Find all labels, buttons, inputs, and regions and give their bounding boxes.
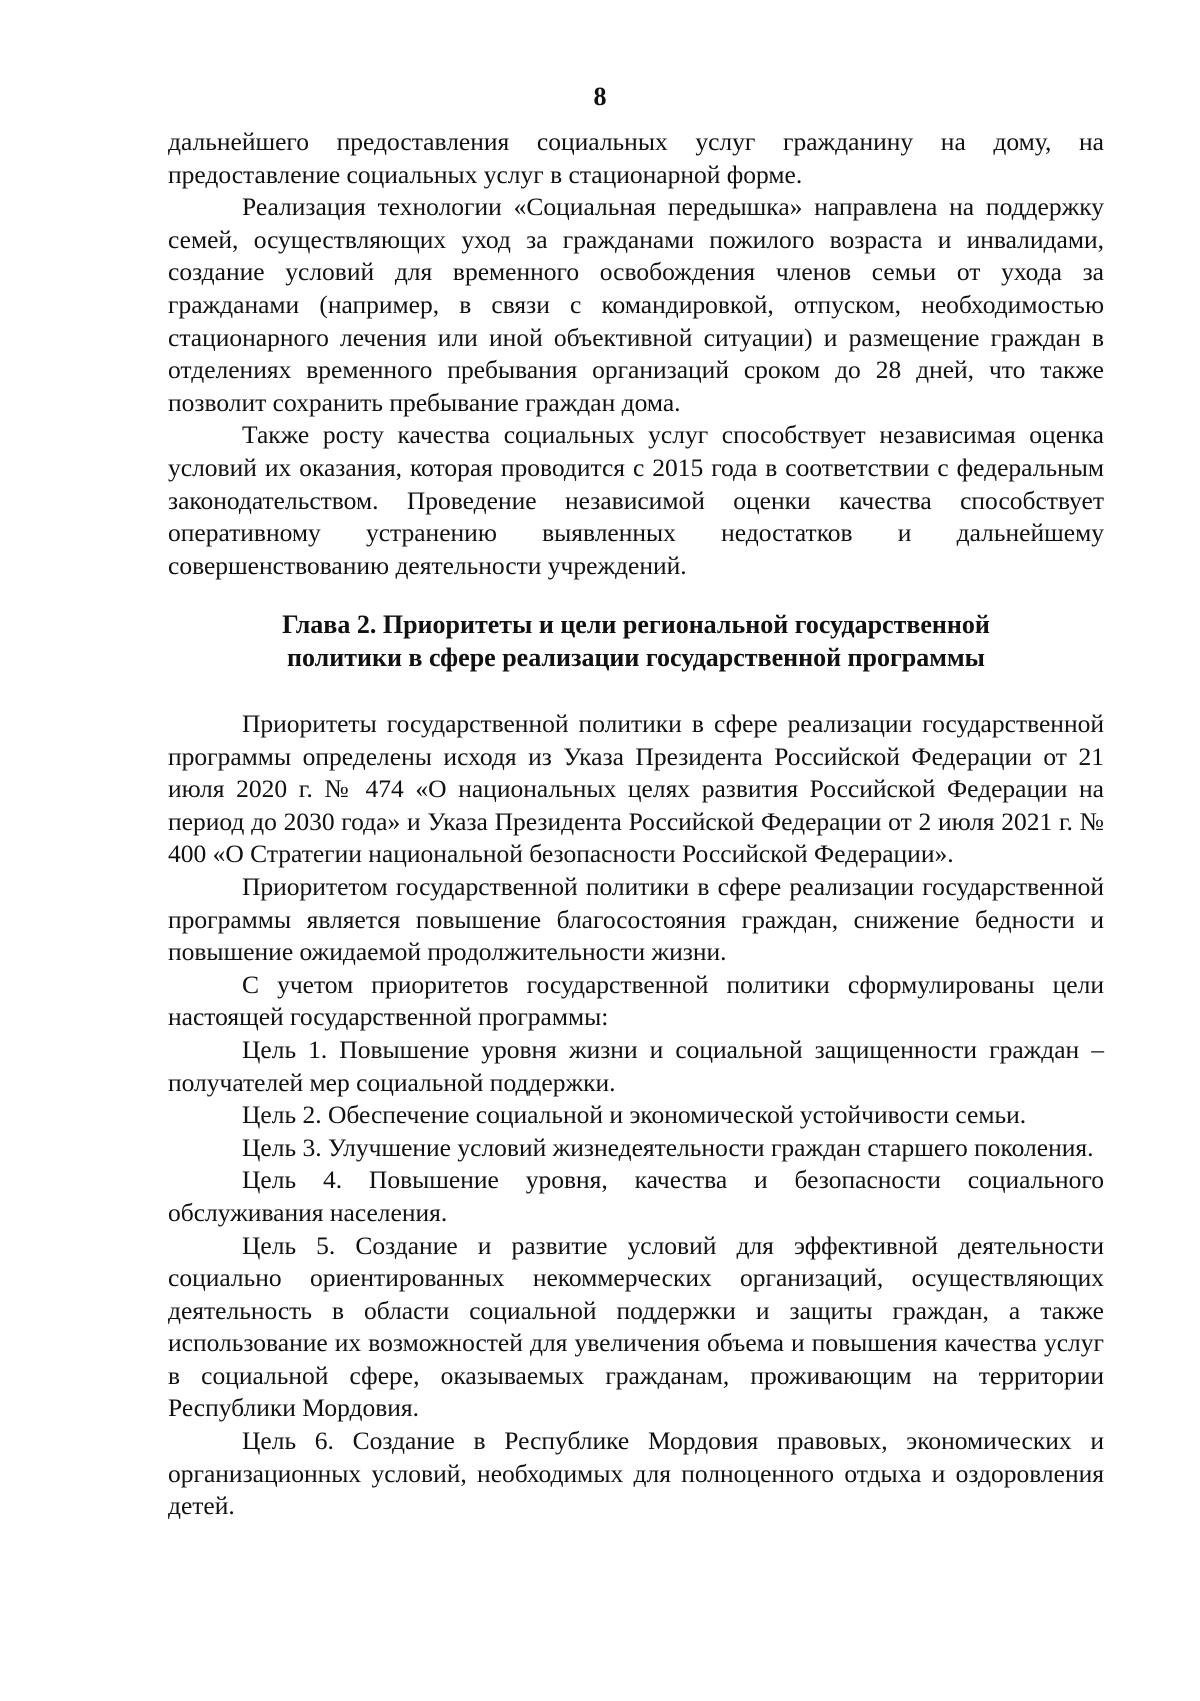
paragraph-goals-intro: С учетом приоритетов государственной политики сформулированы цели настоящей государственной программы:: [168, 969, 1104, 1032]
goal-item-5: Цель 5. Создание и развитие условий для эффективной деятельности социально ориентированных некоммерческих организаций, осуществляющих деятельность в области социальной поддержки и защиты граждан, а также использование их возможностей для увеличения объема и повышения качества услуг в социальной сфере, оказываемых гражданам, проживающим на территории Республики Мордовия.: [168, 1230, 1104, 1423]
chapter-heading-line-1: Глава 2. Приоритеты и цели региональной государственной: [282, 610, 990, 639]
goal-item-6: Цель 6. Создание в Республике Мордовия правовых, экономических и организационных условий, необходимых для полноценного отдыха и оздоровления детей.: [168, 1426, 1104, 1521]
priorities-text-block: [168, 708, 1104, 1523]
goal-item-3: Цель 3. Улучшение условий жизнедеятельности граждан старшего поколения.: [242, 1132, 1094, 1162]
intro-text-block: [168, 126, 1104, 582]
paragraph-continuation: дальнейшего предоставления социальных услуг гражданину на дому, на предоставление социальных услуг в стационарной форме.: [168, 127, 1104, 189]
chapter-heading-line-2: политики в сфере реализации государственной программы: [287, 643, 985, 672]
goal-item-2: Цель 2. Обеспечение социальной и экономической устойчивости семьи.: [242, 1100, 1027, 1130]
paragraph-priorities-decrees: Приоритеты государственной политики в сфере реализации государственной программы определены исходя из Указа Президента Российской Федерации от 21 июля 2020 г. № 474 «О национальных целях развития Российской Федерации на период до 2030 года» и Указа Президента Российской Федерации от 2 июля 2021 г. № 400 «О Стратегии национальной безопасности Российской Федерации».: [168, 709, 1104, 869]
goal-item-1: Цель 1. Повышение уровня жизни и социальной защищенности граждан – получателей мер социальной поддержки.: [168, 1034, 1104, 1097]
paragraph-social-respite: Реализация технологии «Социальная передышка» направлена на поддержку семей, осуществляющих уход за гражданами пожилого возраста и инвалидами, создание условий для временного освобождения членов семьи от ухода за гражданами (например, в связи с командировкой, отпуском, необходимостью стационарного лечения или иной объективной ситуации) и размещение граждан в отделениях временного пребывания организаций сроком до 28 дней, что также позволит сохранить пребывание граждан дома.: [168, 192, 1104, 417]
paragraph-priority: Приоритетом государственной политики в сфере реализации государственной программы является повышение благосостояния граждан, снижение бедности и повышение ожидаемой продолжительности жизни.: [168, 871, 1104, 967]
chapter-heading: [168, 608, 1104, 674]
goal-item-4: Цель 4. Повышение уровня, качества и безопасности социального обслуживания населения.: [168, 1165, 1104, 1227]
paragraph-independent-assessment: Также росту качества социальных услуг способствует независимая оценка условий их оказания, которая проводится с 2015 года в соответствии с федеральным законодательством. Проведение независимой оценки качества способствует оперативному устранению выявленных недостатков и дальнейшему совершенствованию деятельности учреждений.: [168, 420, 1104, 580]
page-number: 8: [593, 82, 607, 111]
